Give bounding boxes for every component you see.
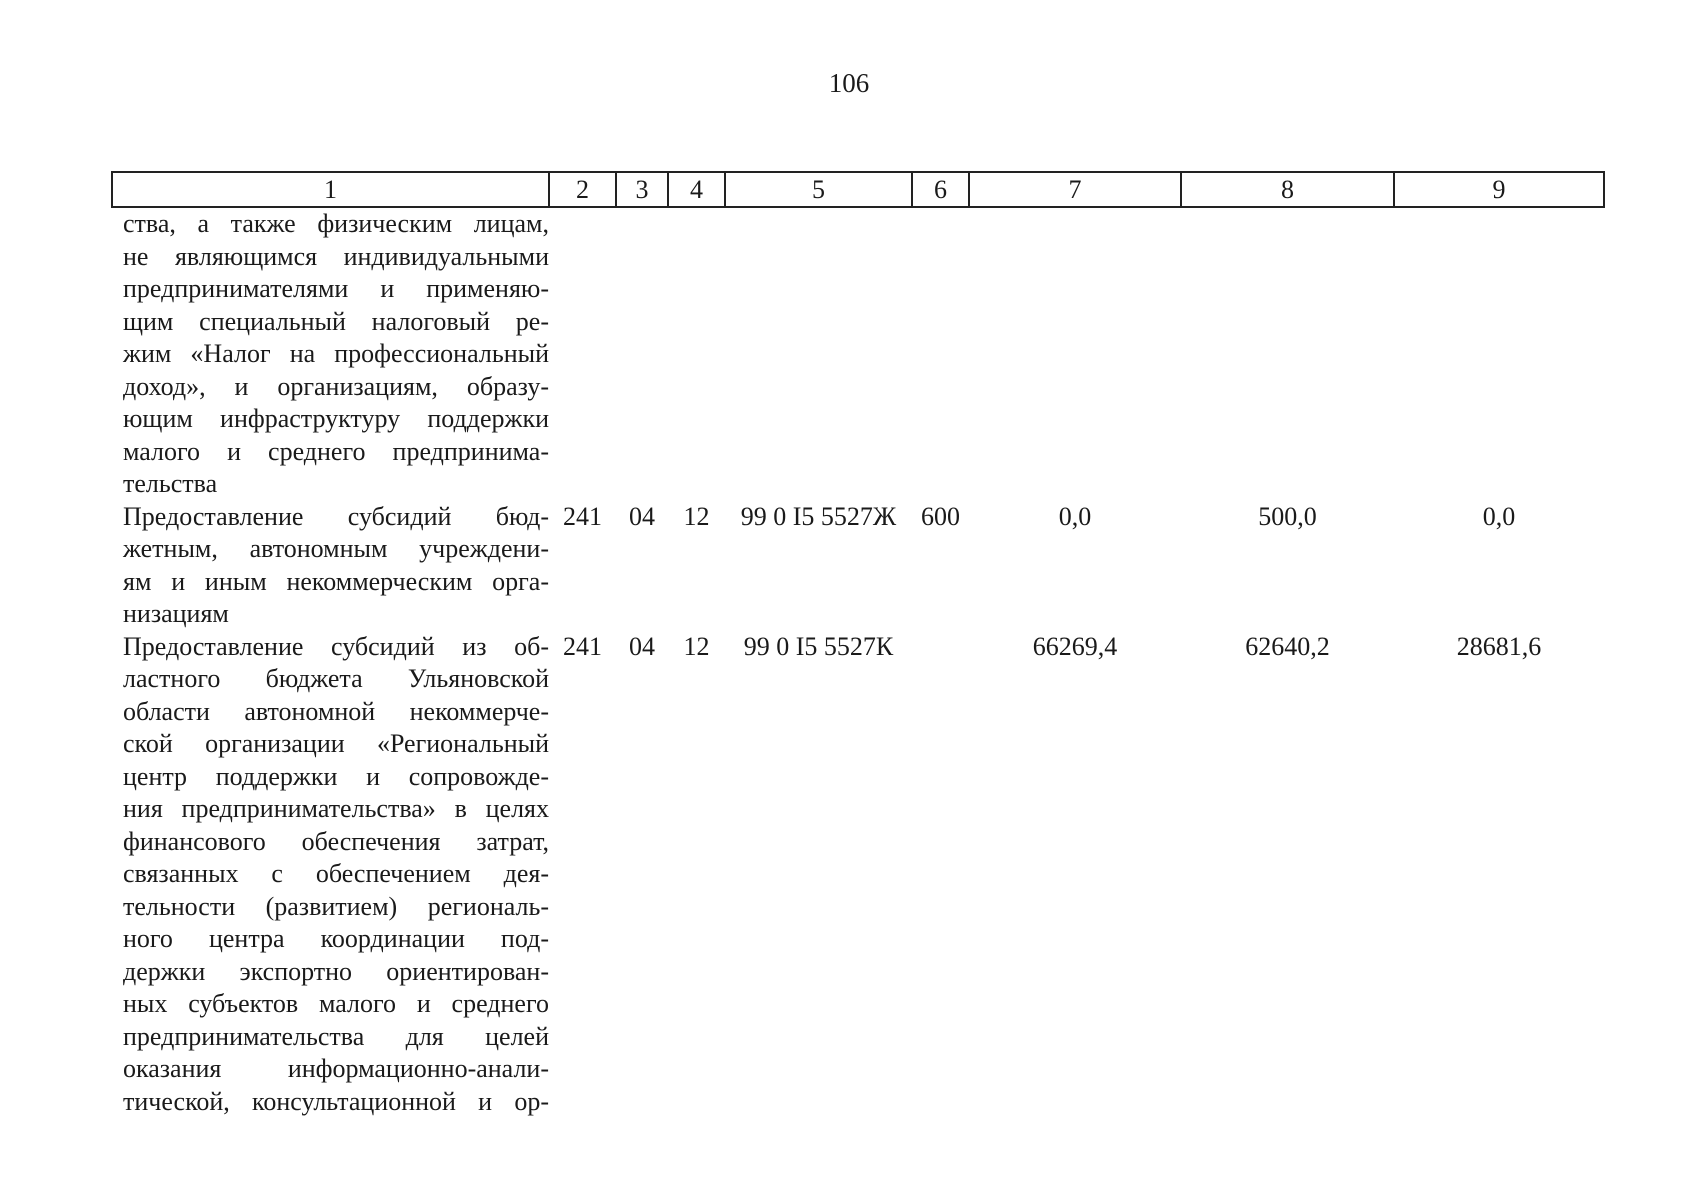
description-line: не являющимся индивидуальными bbox=[123, 241, 549, 271]
column-header-2: 2 bbox=[549, 172, 616, 207]
cell-amount-col9: 28681,6 bbox=[1456, 631, 1542, 661]
description-line: доход», и организациям, образу- bbox=[123, 371, 549, 401]
column-header-7: 7 bbox=[969, 172, 1181, 207]
description-line: щим специальный налоговый ре- bbox=[123, 306, 549, 336]
description-line: Предоставление субсидий бюд- bbox=[123, 501, 549, 531]
page-number: 106 bbox=[828, 68, 870, 98]
cell-amount-col9 bbox=[1394, 207, 1604, 501]
description-line: связанных с обеспечением дея- bbox=[123, 859, 549, 888]
column-header-5: 5 bbox=[725, 172, 912, 207]
description-line: ской организации «Региональный bbox=[123, 729, 549, 758]
cell-amount-col7: 66269,4 bbox=[1032, 631, 1118, 661]
description-line: ям и иным некоммерческим орга- bbox=[123, 566, 549, 596]
description-line: жетным, автономным учреждени- bbox=[123, 534, 549, 563]
description-line: малого и среднего предпринима- bbox=[123, 436, 549, 466]
column-header-3: 3 bbox=[616, 172, 668, 207]
cell-section-code: 04 bbox=[629, 501, 655, 531]
column-header-4: 4 bbox=[668, 172, 725, 207]
description-line: ющим инфраструктуру поддержки bbox=[123, 404, 549, 433]
cell-expense-type bbox=[912, 631, 969, 1119]
cell-subsection-code: 12 bbox=[683, 631, 710, 661]
description-line: центр поддержки и сопровожде- bbox=[123, 761, 549, 791]
description-line: ластного бюджета Ульяновской bbox=[123, 664, 549, 693]
cell-amount-col9: 0,0 bbox=[1482, 501, 1516, 531]
description-line: Предоставление субсидий из об- bbox=[123, 631, 549, 661]
description-line: оказания информационно-анали- bbox=[123, 1054, 549, 1083]
cell-section-code bbox=[616, 207, 668, 501]
cell-target-article: 99 0 I5 5527К bbox=[743, 631, 894, 661]
description-line: низациям bbox=[123, 599, 229, 628]
cell-amount-col8: 62640,2 bbox=[1245, 631, 1330, 661]
cell-subsection-code bbox=[668, 207, 725, 501]
cell-amount-col7: 0,0 bbox=[1058, 501, 1092, 531]
cell-amount-col8: 500,0 bbox=[1258, 501, 1317, 531]
column-header-9: 9 bbox=[1394, 172, 1604, 207]
cell-expense-type: 600 bbox=[921, 501, 960, 531]
row-description bbox=[112, 631, 549, 1119]
cell-ministry-code: 241 bbox=[563, 501, 602, 531]
cell-expense-type bbox=[912, 207, 969, 501]
description-line: предпринимателями и применяю- bbox=[123, 274, 549, 303]
description-line: жим «Налог на профессиональный bbox=[123, 339, 549, 368]
row-description bbox=[112, 207, 549, 501]
description-line: ния предпринимательства» в целях bbox=[123, 794, 549, 823]
cell-target-article bbox=[725, 207, 912, 501]
cell-subsection-code: 12 bbox=[683, 501, 710, 531]
table-row bbox=[112, 501, 1604, 631]
description-line: держки экспортно ориентирован- bbox=[123, 956, 549, 986]
description-line: финансового обеспечения затрат, bbox=[123, 826, 549, 856]
description-line: тической, консультационной и ор- bbox=[123, 1086, 549, 1116]
row-description bbox=[112, 501, 549, 631]
description-line: предпринимательства для целей bbox=[123, 1021, 549, 1051]
cell-section-code: 04 bbox=[629, 631, 655, 661]
table-row bbox=[112, 631, 1604, 1119]
column-header-6: 6 bbox=[912, 172, 969, 207]
table-row bbox=[112, 207, 1604, 501]
description-line: области автономной некоммерче- bbox=[123, 696, 549, 726]
cell-amount-col8 bbox=[1181, 207, 1394, 501]
cell-amount-col7 bbox=[969, 207, 1181, 501]
cell-ministry-code bbox=[549, 207, 616, 501]
description-line: ных субъектов малого и среднего bbox=[123, 989, 549, 1018]
column-number-header-row bbox=[112, 172, 1604, 207]
description-line: ства, а также физическим лицам, bbox=[123, 209, 549, 238]
cell-ministry-code: 241 bbox=[563, 631, 602, 661]
column-header-8: 8 bbox=[1181, 172, 1394, 207]
description-line: тельности (развитием) региональ- bbox=[123, 891, 549, 921]
cell-target-article: 99 0 I5 5527Ж bbox=[740, 501, 897, 531]
description-line: ного центра координации под- bbox=[123, 924, 549, 953]
description-line: тельства bbox=[123, 469, 218, 498]
budget-table bbox=[111, 171, 1605, 1118]
column-header-1: 1 bbox=[112, 172, 549, 207]
